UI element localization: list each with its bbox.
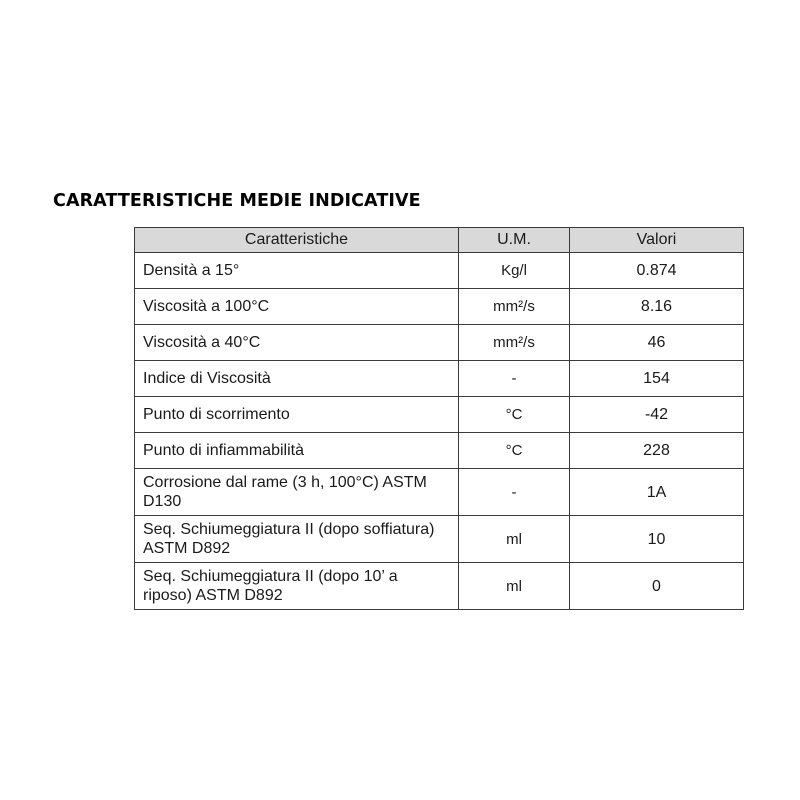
row-unit: Kg/l [459, 253, 570, 289]
row-unit: ml [459, 516, 570, 563]
row-value: 8.16 [570, 289, 744, 325]
row-value: 0.874 [570, 253, 744, 289]
table-row [135, 361, 744, 397]
row-name: Seq. Schiumeggiatura II (dopo 10’ a riposo) ASTM D892 [135, 563, 459, 610]
table-header-row [135, 228, 744, 253]
table-row [135, 469, 744, 516]
row-value: -42 [570, 397, 744, 433]
row-name: Indice di Viscosità [135, 361, 459, 397]
row-name: Viscosità a 40°C [135, 325, 459, 361]
row-unit: °C [459, 397, 570, 433]
row-value: 228 [570, 433, 744, 469]
table-row [135, 397, 744, 433]
section-heading: CARATTERISTICHE MEDIE INDICATIVE [53, 191, 421, 211]
header-values: Valori [570, 228, 744, 253]
row-unit: ml [459, 563, 570, 610]
header-characteristics: Caratteristiche [135, 228, 459, 253]
table-row [135, 516, 744, 563]
row-unit: - [459, 469, 570, 516]
row-unit: °C [459, 433, 570, 469]
table-row [135, 325, 744, 361]
characteristics-table [134, 227, 744, 610]
row-name: Punto di scorrimento [135, 397, 459, 433]
row-name: Seq. Schiumeggiatura II (dopo soffiatura) ASTM D892 [135, 516, 459, 563]
row-unit: mm²/s [459, 289, 570, 325]
row-value: 10 [570, 516, 744, 563]
table-row [135, 433, 744, 469]
row-name: Punto di infiammabilità [135, 433, 459, 469]
row-value: 1A [570, 469, 744, 516]
row-name: Densità a 15° [135, 253, 459, 289]
table-row [135, 253, 744, 289]
row-value: 46 [570, 325, 744, 361]
row-name: Viscosità a 100°C [135, 289, 459, 325]
row-name: Corrosione dal rame (3 h, 100°C) ASTM D130 [135, 469, 459, 516]
header-unit: U.M. [459, 228, 570, 253]
row-value: 0 [570, 563, 744, 610]
table-row [135, 289, 744, 325]
table-row [135, 563, 744, 610]
row-unit: mm²/s [459, 325, 570, 361]
row-unit: - [459, 361, 570, 397]
row-value: 154 [570, 361, 744, 397]
